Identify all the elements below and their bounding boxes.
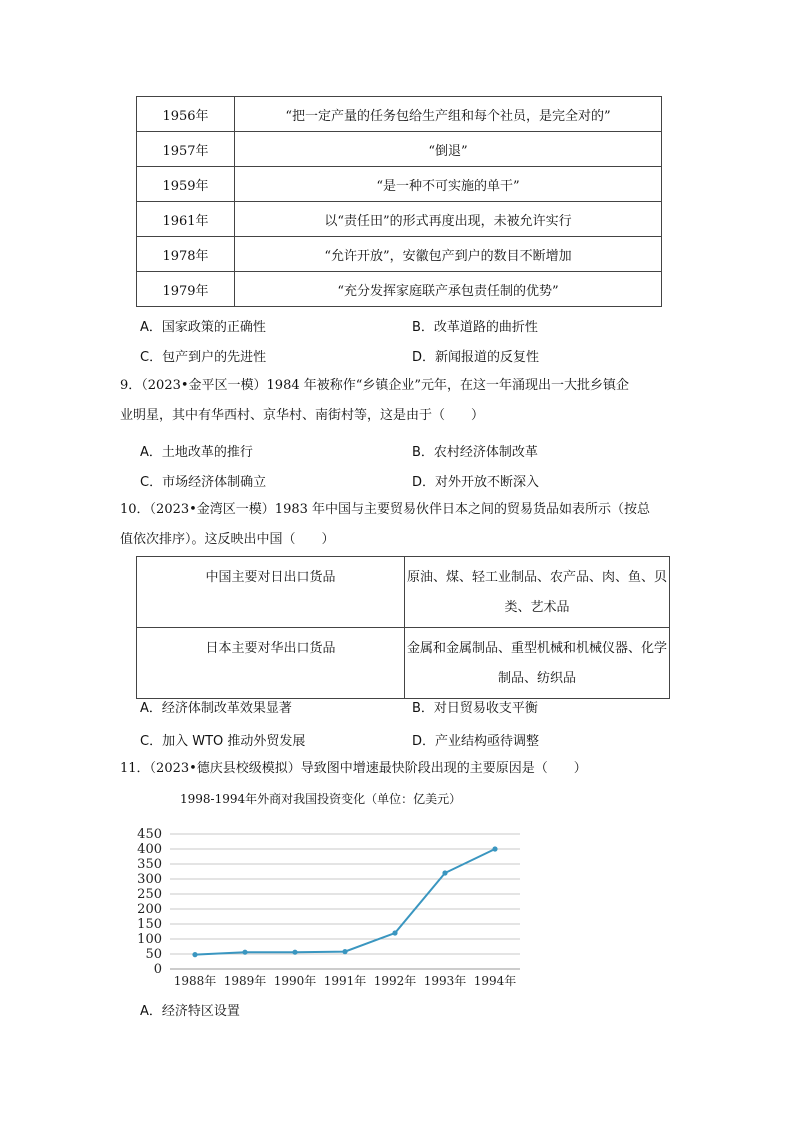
q10-option-a[interactable]: A．经济体制改革效果显著	[140, 701, 292, 716]
data-point	[442, 870, 447, 875]
trade-table	[136, 556, 670, 699]
table-row	[137, 237, 662, 272]
year-cell: 1956年	[137, 97, 235, 132]
y-tick-label: 350	[137, 857, 162, 872]
data-point	[292, 950, 297, 955]
text-cell: “允许开放”，安徽包产到户的数目不断增加	[235, 237, 662, 272]
x-tick-label: 1992年	[373, 974, 417, 988]
data-point	[492, 846, 497, 851]
q9-option-b[interactable]: B．农村经济体制改革	[412, 445, 538, 460]
data-point	[192, 952, 197, 957]
table-row	[137, 167, 662, 202]
x-tick-label: 1990年	[273, 974, 317, 988]
q9-stem-line1: 9．（2023•金平区一模）1984 年被称作“乡镇企业”元年，在这一年涌现出一大批乡镇企	[120, 378, 630, 393]
import-category-cell: 日本主要对华出口货品	[137, 628, 405, 699]
table-row	[137, 97, 662, 132]
year-cell: 1978年	[137, 237, 235, 272]
q9-option-c[interactable]: C．市场经济体制确立	[140, 475, 267, 490]
q10-stem-line1: 10．（2023•金湾区一模）1983 年中国与主要贸易伙伴日本之间的贸易货品如表所示（按总	[120, 502, 651, 517]
table-row	[137, 272, 662, 307]
policy-table	[136, 96, 662, 307]
q10-option-b[interactable]: B．对日贸易收支平衡	[412, 701, 538, 716]
q8-option-b[interactable]: B．改革道路的曲折性	[412, 320, 538, 335]
q10-option-d[interactable]: D．产业结构亟待调整	[412, 734, 540, 749]
q8-option-a[interactable]: A．国家政策的正确性	[140, 320, 266, 335]
x-tick-label: 1994年	[473, 974, 517, 988]
table-row	[137, 132, 662, 167]
q11-option-a[interactable]: A．经济特区设置	[140, 1004, 240, 1019]
import-goods-cell: 金属和金属制品、重型机械和机械仪器、化学制品、纺织品	[405, 628, 670, 699]
investment-line-chart	[130, 825, 530, 995]
y-tick-label: 200	[137, 902, 162, 917]
q10-option-c[interactable]: C．加入 WTO 推动外贸发展	[140, 734, 306, 749]
q9-stem-line2: 业明星，其中有华西村、京华村、南街村等，这是由于（ ）	[120, 408, 485, 423]
q10-stem-line2: 值依次排序）。这反映出中国（ ）	[120, 532, 335, 547]
year-cell: 1957年	[137, 132, 235, 167]
text-cell: “充分发挥家庭联产承包责任制的优势”	[235, 272, 662, 307]
export-category-cell: 中国主要对日出口货品	[137, 557, 405, 628]
y-tick-label: 250	[137, 887, 162, 902]
year-cell: 1961年	[137, 202, 235, 237]
export-goods-cell: 原油、煤、轻工业制品、农产品、肉、鱼、贝类、艺术品	[405, 557, 670, 628]
y-tick-label: 100	[137, 932, 162, 947]
y-tick-label: 50	[145, 947, 162, 962]
y-tick-label: 150	[137, 917, 162, 932]
table-row	[137, 628, 670, 699]
x-tick-label: 1988年	[173, 974, 217, 988]
x-tick-label: 1989年	[223, 974, 267, 988]
table-row	[137, 202, 662, 237]
q8-option-d[interactable]: D．新闻报道的反复性	[412, 350, 540, 365]
table-row	[137, 557, 670, 628]
chart-title: 1998-1994年外商对我国投资变化（单位：亿美元）	[180, 792, 462, 806]
q8-option-c[interactable]: C．包产到户的先进性	[140, 350, 267, 365]
q11-stem: 11．（2023•德庆县校级模拟）导致图中增速最快阶段出现的主要原因是（ ）	[120, 761, 587, 776]
x-tick-label: 1991年	[323, 974, 367, 988]
year-cell: 1979年	[137, 272, 235, 307]
q9-option-a[interactable]: A．土地改革的推行	[140, 445, 253, 460]
text-cell: 以“责任田”的形式再度出现，未被允许实行	[235, 202, 662, 237]
x-tick-label: 1993年	[423, 974, 467, 988]
year-cell: 1959年	[137, 167, 235, 202]
text-cell: “把一定产量的任务包给生产组和每个社员，是完全对的”	[235, 97, 662, 132]
data-point	[242, 950, 247, 955]
y-tick-label: 400	[137, 842, 162, 857]
data-point	[392, 930, 397, 935]
y-tick-label: 0	[153, 962, 162, 977]
q9-option-d[interactable]: D．对外开放不断深入	[412, 475, 540, 490]
data-point	[342, 949, 347, 954]
y-tick-label: 450	[137, 827, 162, 842]
text-cell: “是一种不可实施的单干”	[235, 167, 662, 202]
text-cell: “倒退”	[235, 132, 662, 167]
y-tick-label: 300	[137, 872, 162, 887]
